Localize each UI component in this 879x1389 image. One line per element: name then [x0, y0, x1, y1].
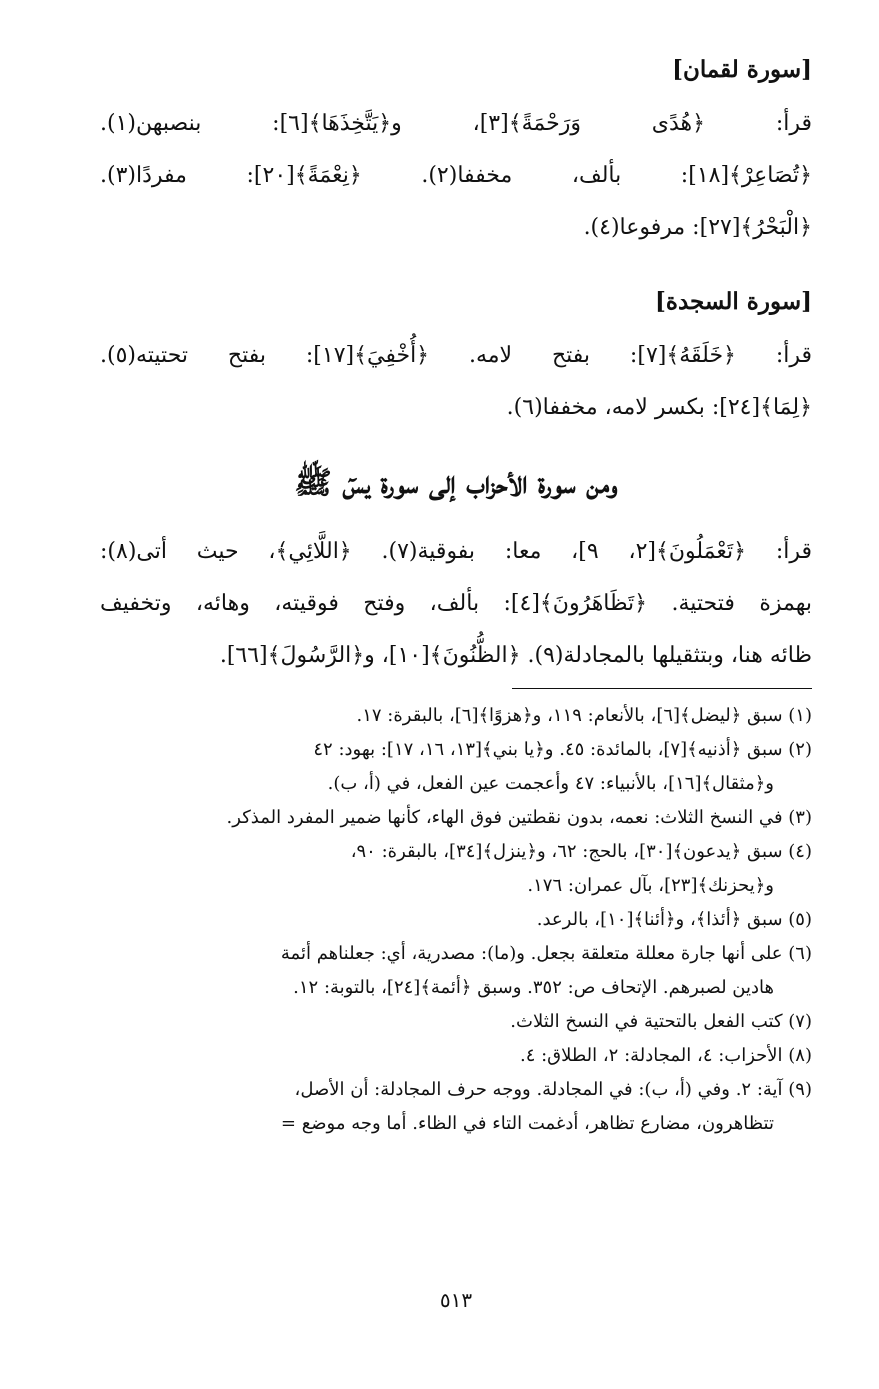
footnote-6-cont: هادين لصبرهم. الإتحاف ص: ٣٥٢. وسبق ﴿أئمة﴾[٢٤]، بالتوبة: ١٢. [293, 977, 774, 998]
footnote-2: (٢) سبق ﴿أذنيه﴾[٧]، بالمائدة: ٤٥. و﴿يا بني﴾[١٣، ١٦، ١٧]: بهود: ٤٢ [313, 739, 812, 760]
book-page [100, 50, 812, 1370]
footnote-8: (٨) الأحزاب: ٤، المجادلة: ٢، الطلاق: ٤. [519, 1045, 812, 1066]
text-line: بهمزة فتحتية. ﴿تَظَاهَرُونَ﴾[٤]: بألف، وفتح فوقيته، وهائه، وتخفيف [100, 591, 812, 616]
footnote-5: (٥) سبق ﴿أئذا﴾، و﴿أئنا﴾[١٠]، بالرعد. [536, 909, 812, 930]
footnote-2-cont: و﴿مثقال﴾[١٦]، بالأنبياء: ٤٧ وأعجمت عين الفعل، في (أ، ب). [327, 773, 774, 794]
text-line: قرأ: ﴿تَعْمَلُونَ﴾[٢، ٩]، معا: بفوقية(٧). ﴿اللَّائِي﴾، حيث أتى(٨): [100, 539, 812, 564]
text-line: ظائه هنا، وبتثقيلها بالمجادلة(٩). ﴿الظُّنُونَ﴾[١٠]، و﴿الرَّسُولَ﴾[٦٦]. [219, 643, 812, 668]
footnote-6: (٦) على أنها جارة معللة متعلقة بجعل. و(ما): مصدرية، أي: جعلناهم أئمة [280, 943, 812, 964]
footnote-4-cont: و﴿يحزنك﴾[٢٣]، بآل عمران: ١٧٦. [527, 875, 774, 896]
text-line: ﴿الْبَحْرُ﴾[٢٧]: مرفوعا(٤). [583, 215, 812, 240]
footnote-9-cont: تتظاهرون، مضارع تظاهر، أدغمت التاء في الظاء. أما وجه موضع = [280, 1113, 774, 1134]
text-line: ﴿لِمَا﴾[٢٤]: بكسر لامه، مخففا(٦). [506, 395, 812, 420]
surah-heading-luqman: [سورة لقمان] [672, 56, 812, 83]
footnote-3: (٣) في النسخ الثلاث: نعمه، بدون نقطتين فوق الهاء، كأنها ضمير المفرد المذكر. [226, 807, 812, 828]
chapter-title: ومن سورة الأحزاب إلى سورة يسٓ ﷺ [294, 465, 618, 501]
footnote-divider [512, 688, 812, 689]
footnote-7: (٧) كتب الفعل بالتحتية في النسخ الثلاث. [510, 1011, 812, 1032]
footnotes [100, 699, 812, 1141]
page-number: ٥١٣ [439, 1288, 473, 1312]
text-line: قرأ: ﴿هُدًى وَرَحْمَةً﴾[٣]، و﴿يَتَّخِذَهَا﴾[٦]: بنصبهن(١). [100, 111, 812, 136]
footnote-9: (٩) آية: ٢. وفي (أ، ب): في المجادلة. ووجه حرف المجادلة: أن الأصل، [294, 1079, 812, 1100]
text-line: قرأ: ﴿خَلَقَهُ﴾[٧]: بفتح لامه. ﴿أُخْفِيَ﴾[١٧]: بفتح تحتيته(٥). [100, 343, 812, 368]
text-line: ﴿تُصَاعِرْ﴾[١٨]: بألف، مخففا(٢). ﴿نِعْمَةً﴾[٢٠]: مفردًا(٣). [100, 163, 812, 188]
footnote-4: (٤) سبق ﴿يدعون﴾[٣٠]، بالحج: ٦٢، و﴿ينزل﴾[٣٤]، بالبقرة: ٩٠، [350, 841, 812, 862]
surah-heading-sajda: [سورة السجدة] [655, 288, 812, 315]
footnote-1: (١) سبق ﴿ليضل﴾[٦]، بالأنعام: ١١٩، و﴿هزوًا﴾[٦]، بالبقرة: ١٧. [356, 705, 812, 726]
